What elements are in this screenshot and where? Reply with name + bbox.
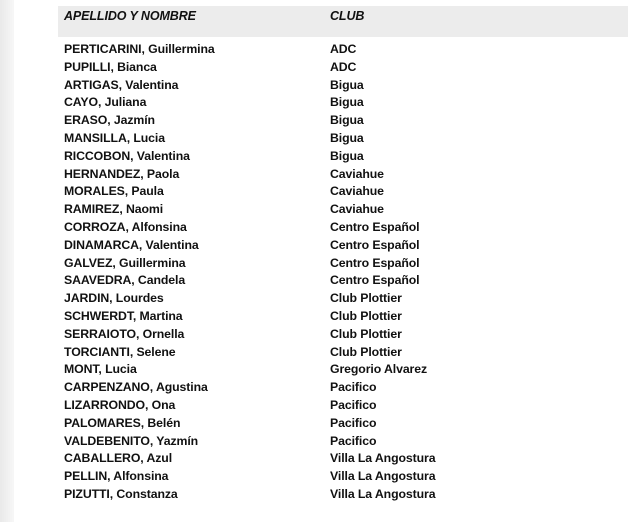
club-name: Club Plottier <box>330 291 402 306</box>
table-row <box>0 468 628 486</box>
player-name: VALDEBENITO, Yazmín <box>64 433 199 448</box>
player-name: SERRAIOTO, Ornella <box>64 326 185 341</box>
club-name: Pacifico <box>330 397 377 412</box>
roster-table <box>0 41 628 504</box>
table-row <box>0 77 628 95</box>
club-name: Bigua <box>330 148 364 163</box>
player-name: MONT, Lucia <box>64 362 137 377</box>
club-name: Pacifico <box>330 380 377 395</box>
table-row <box>0 272 628 290</box>
table-row <box>0 94 628 112</box>
club-name: Villa La Angostura <box>330 469 436 484</box>
column-header-club: CLUB <box>330 9 365 23</box>
club-name: Villa La Angostura <box>330 486 436 501</box>
table-row <box>0 397 628 415</box>
player-name: JARDIN, Lourdes <box>64 291 164 306</box>
table-row <box>0 112 628 130</box>
table-row <box>0 219 628 237</box>
table-row <box>0 183 628 201</box>
club-name: Club Plottier <box>330 308 402 323</box>
club-name: Bigua <box>330 95 364 110</box>
table-row <box>0 450 628 468</box>
table-row <box>0 308 628 326</box>
table-row <box>0 148 628 166</box>
club-name: Pacifico <box>330 415 377 430</box>
club-name: Gregorio Alvarez <box>330 362 428 377</box>
club-name: Centro Español <box>330 237 420 252</box>
player-name: GALVEZ, Guillermina <box>64 255 186 270</box>
table-row <box>0 41 628 59</box>
player-name: LIZARRONDO, Ona <box>64 397 176 412</box>
player-name: PUPILLI, Bianca <box>64 59 157 74</box>
table-row <box>0 130 628 148</box>
club-name: Centro Español <box>330 273 420 288</box>
player-name: ARTIGAS, Valentina <box>64 77 179 92</box>
player-name: RAMIREZ, Naomi <box>64 202 164 217</box>
player-name: PELLIN, Alfonsina <box>64 469 169 484</box>
club-name: Club Plottier <box>330 326 402 341</box>
club-name: Centro Español <box>330 219 420 234</box>
table-row <box>0 344 628 362</box>
club-name: Bigua <box>330 130 364 145</box>
club-name: Club Plottier <box>330 344 402 359</box>
player-name: PERTICARINI, Guillermina <box>64 42 215 56</box>
player-name: CARPENZANO, Agustina <box>64 380 208 395</box>
table-row <box>0 415 628 433</box>
table-row <box>0 361 628 379</box>
club-name: Bigua <box>330 113 364 128</box>
table-row <box>0 255 628 273</box>
player-name: RICCOBON, Valentina <box>64 148 190 163</box>
table-row <box>0 237 628 255</box>
player-name: CAYO, Juliana <box>64 95 147 110</box>
player-name: MORALES, Paula <box>64 184 164 199</box>
club-name: Centro Español <box>330 255 420 270</box>
table-row <box>0 379 628 397</box>
club-name: Bigua <box>330 77 364 92</box>
player-name: HERNANDEZ, Paola <box>64 166 180 181</box>
club-name: Pacifico <box>330 433 377 448</box>
player-name: DINAMARCA, Valentina <box>64 237 199 252</box>
club-name: Caviahue <box>330 184 384 199</box>
player-name: MANSILLA, Lucia <box>64 130 165 145</box>
table-row <box>0 326 628 344</box>
table-row <box>0 433 628 451</box>
table-row <box>0 59 628 77</box>
player-name: CABALLERO, Azul <box>64 451 173 466</box>
table-row <box>0 290 628 308</box>
club-name: Caviahue <box>330 202 384 217</box>
player-name: PALOMARES, Belén <box>64 415 181 430</box>
club-name: ADC <box>330 59 357 74</box>
table-row <box>0 486 628 504</box>
column-header-name: APELLIDO Y NOMBRE <box>64 9 196 23</box>
player-name: PIZUTTI, Constanza <box>64 486 178 501</box>
club-name: ADC <box>330 42 357 56</box>
table-row <box>0 201 628 219</box>
club-name: Villa La Angostura <box>330 451 436 466</box>
player-name: ERASO, Jazmín <box>64 113 155 128</box>
player-name: TORCIANTI, Selene <box>64 344 176 359</box>
table-row <box>0 166 628 184</box>
club-name: Caviahue <box>330 166 384 181</box>
player-name: CORROZA, Alfonsina <box>64 219 187 234</box>
player-name: SAAVEDRA, Candela <box>64 273 186 288</box>
player-name: SCHWERDT, Martina <box>64 308 183 323</box>
